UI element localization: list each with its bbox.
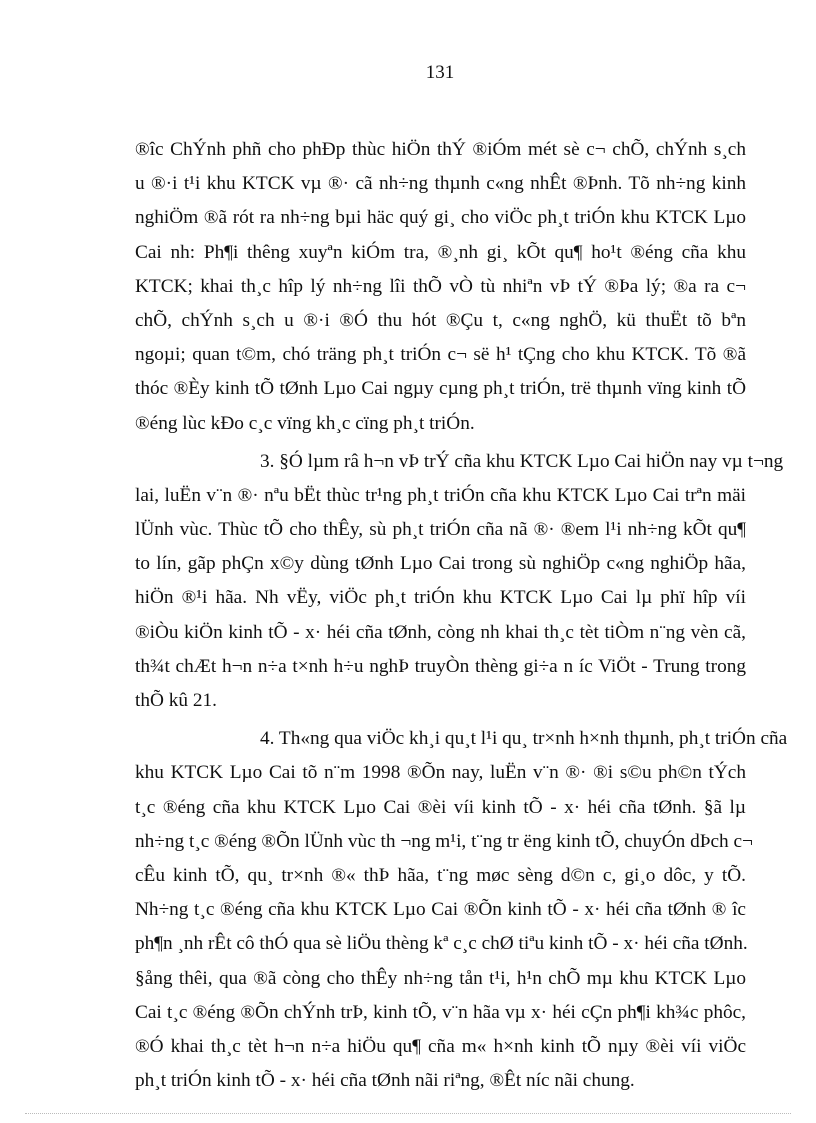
text-line: thÕ kû 21. [135, 690, 217, 711]
paragraph [135, 445, 784, 719]
text-line: 4. Th«ng qua viÖc kh¸i qu¸t l¹i qu¸ tr×nh h×nh thµnh, ph¸t triÓn cña [260, 728, 788, 750]
text-line: KTCK; khai th¸c hîp lý nh÷ng lîi thÕ vÒ tù nhiªn vÞ tÝ ®Þa lý; ®a ra c¬ [135, 275, 746, 297]
text-line: nh÷ng t¸c ®éng ®Õn lÜnh vùc th ¬ng m¹i, t¨ng tr ëng kinh tÕ, chuyÓn dÞch c¬ [135, 830, 753, 852]
text-line: th¾t chÆt h¬n n÷a t×nh h÷u nghÞ truyÒn thèng gi÷a n íc ViÖt - Trung trong [135, 655, 746, 677]
text-line: ph¸t triÓn kinh tÕ - x· héi cña tØnh nãi riªng, ®Êt níc nãi chung. [135, 1070, 635, 1092]
text-line: chÕ, chÝnh s¸ch u ®·i ®Ó thu hót ®Çu t, c«ng nghÖ, kü thuËt tõ bªn [135, 309, 746, 331]
text-line: Cai t¸c ®éng ®Õn chÝnh trÞ, kinh tÕ, v¨n hãa vµ x· héi cÇn ph¶i kh¾c phôc, [135, 1001, 746, 1023]
text-line: nghiÖm ®ã rót ra nh÷ng bµi häc quý gi¸ cho viÖc ph¸t triÓn khu KTCK Lµo [135, 207, 746, 229]
text-line: ®Ó khai th¸c tèt h¬n n÷a hiÖu qu¶ cña m« h×nh kinh tÕ nµy ®èi víi viÖc [135, 1035, 746, 1057]
text-line: ®éng lùc kÐo c¸c vïng kh¸c cïng ph¸t triÓn. [135, 412, 475, 434]
text-line: ph¶n ¸nh rÊt cô thÓ qua sè liÖu thèng kª c¸c chØ tiªu kinh tÕ - x· héi cña tØnh. [135, 933, 748, 955]
page-bottom-border [25, 1113, 791, 1114]
text-line: to lín, gãp phÇn x©y dùng tØnh Lµo Cai trong sù nghiÖp c«ng nghiÖp hãa, [135, 553, 746, 575]
paragraph [135, 722, 788, 1098]
text-line: thóc ®Èy kinh tÕ tØnh Lµo Cai ngµy cµng ph¸t triÓn, trë thµnh vïng kinh tÕ [135, 378, 746, 400]
text-line: Nh÷ng t¸c ®éng cña khu KTCK Lµo Cai ®Õn kinh tÕ - x· héi cña tØnh ® îc [135, 899, 746, 921]
text-line: Cai nh: Ph¶i thêng xuyªn kiÓm tra, ®¸nh gi¸ kÕt qu¶ ho¹t ®éng cña khu [135, 241, 746, 263]
paragraph [135, 133, 746, 441]
text-line: cÊu kinh tÕ, qu¸ tr×nh ®« thÞ hãa, t¨ng møc sèng d©n c, gi¸o dôc, y tÕ. [135, 864, 746, 886]
text-line: khu KTCK Lµo Cai tõ n¨m 1998 ®Õn nay, luËn v¨n ®· ®i s©u ph©n tÝch [135, 762, 746, 784]
page-number: 131 [425, 62, 455, 83]
text-line: §ång thêi, qua ®ã còng cho thÊy nh÷ng tån t¹i, h¹n chÕ mµ khu KTCK Lµo [135, 967, 746, 989]
text-line: lai, luËn v¨n ®· nªu bËt thùc tr¹ng ph¸t triÓn cña khu KTCK Lµo Cai trªn mäi [135, 484, 746, 506]
document-body [135, 133, 788, 1102]
text-line: u ®·i t¹i khu KTCK vµ ®· cã nh÷ng thµnh c«ng nhÊt ®Þnh. Tõ nh÷ng kinh [135, 173, 746, 195]
text-line: ngoµi; quan t©m, chó träng ph¸t triÓn c¬ së h¹ tÇng cho khu KTCK. Tõ ®ã [135, 344, 746, 366]
text-line: hiÖn ®¹i hãa. Nh vËy, viÖc ph¸t triÓn khu KTCK Lµo Cai lµ phï hîp víi [135, 587, 746, 609]
text-line: lÜnh vùc. Thùc tÕ cho thÊy, sù ph¸t triÓn cña nã ®· ®em l¹i nh÷ng kÕt qu¶ [135, 519, 746, 541]
text-line: t¸c ®éng cña khu KTCK Lµo Cai ®èi víi kinh tÕ - x· héi cña tØnh. §ã lµ [135, 796, 746, 818]
text-line: 3. §Ó lµm râ h¬n vÞ trÝ cña khu KTCK Lµo Cai hiÖn nay vµ t¬ng [260, 450, 784, 472]
text-line: ®iÒu kiÖn kinh tÕ - x· héi cña tØnh, còng nh khai th¸c tèt tiÒm n¨ng vèn cã, [135, 621, 746, 643]
text-line: ®îc ChÝnh phñ cho phÐp thùc hiÖn thÝ ®iÓm mét sè c¬ chÕ, chÝnh s¸ch [135, 139, 746, 160]
